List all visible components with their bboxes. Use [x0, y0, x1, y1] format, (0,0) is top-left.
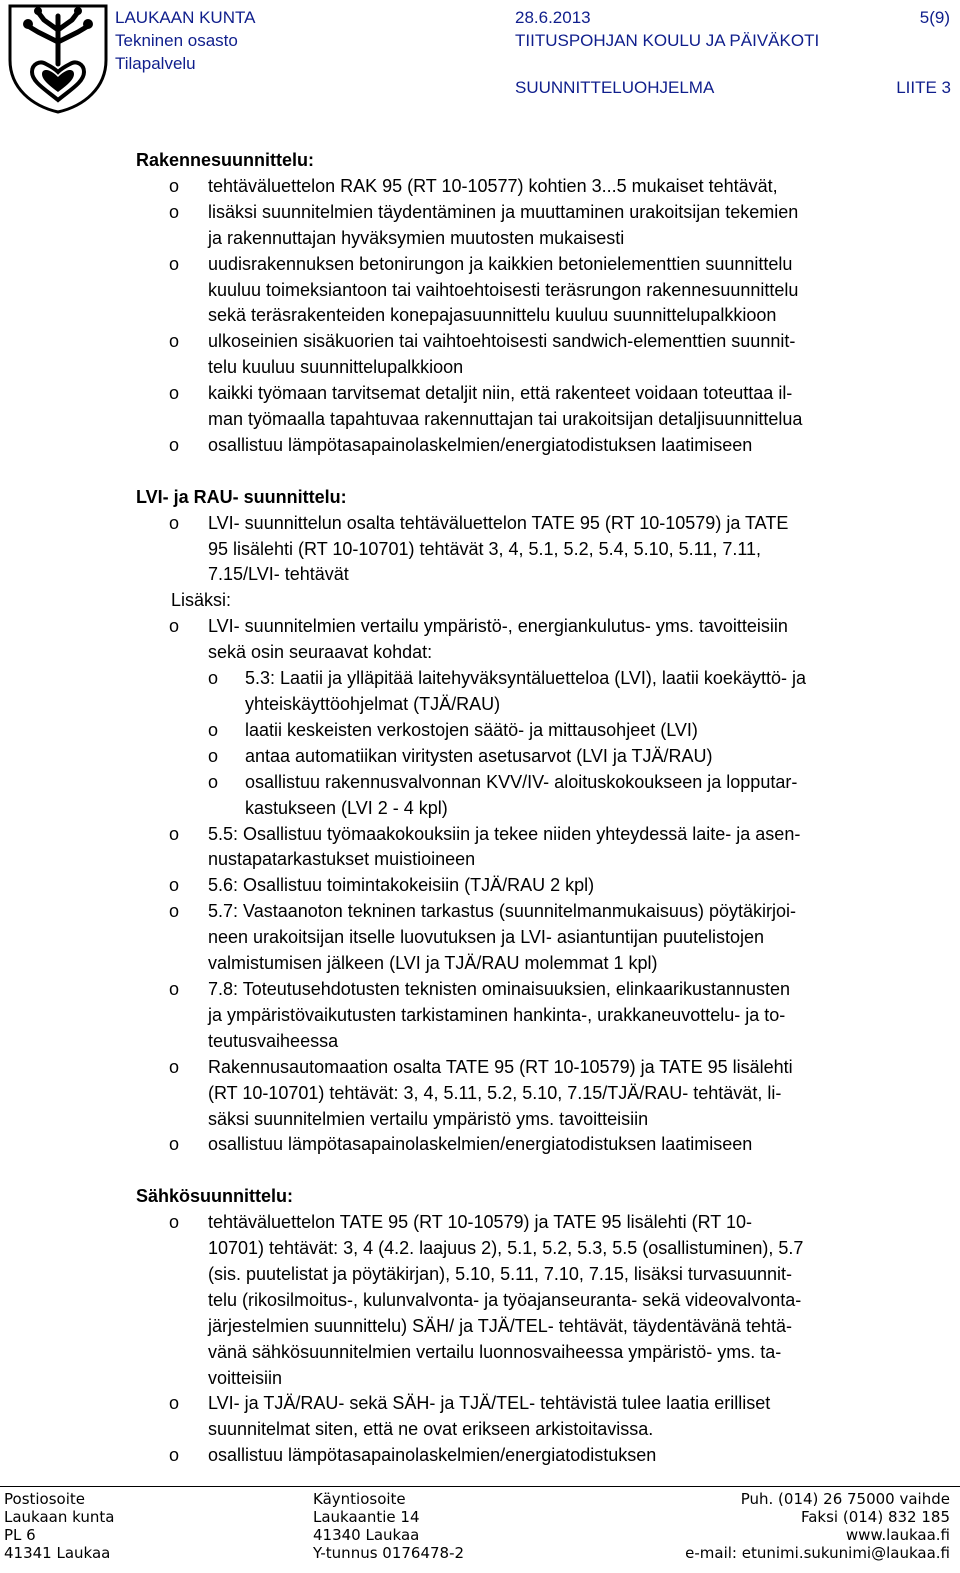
header-unit: Tilapalvelu — [115, 54, 196, 73]
list-item: o tehtäväluettelon TATE 95 (RT 10-10579) ja TATE 95 lisälehti (RT 10- 10701) tehtävät: 3, 4 (4.2. laajuus 2), 5.1, 5.2, 5.3, 5.5 (osallistuminen), 5.7 (sis. puutelistat ja pöytäkirjan), 5.10, 5.11, 7.10, 7.15, lisäksi turvasuunnit- telu (rikosilmoitus-, kulunvalvonta- ja työajanseuranta- sekä videovalvonta- järjestelmien suunnittelu) SÄH/ ja TJÄ/TEL- tehtävät, täydentävänä tehtä- vänä sähkösuunnitelmien vertailu luonnosvaiheessa ympäristö- yms. ta- voitteisiin — [136, 1210, 951, 1391]
footer-fax: Faksi (014) 832 185 — [800, 1507, 950, 1526]
footer-postal-address: Postiosoite Laukaan kunta PL 6 41341 Laukaa — [4, 1490, 115, 1562]
sub-list-item: o osallistuu rakennusvalvonnan KVV/IV- aloituskokoukseen ja lopputar- kastukseen (LVI 2 - 4 kpl) — [208, 770, 951, 822]
header-org-block — [115, 6, 255, 75]
footer-visiting-address: Käyntiosoite Laukaantie 14 41340 Laukaa Y-tunnus 0176478-2 — [313, 1490, 465, 1562]
footer-email-link[interactable]: e-mail: etunimi.sukunimi@laukaa.fi — [685, 1543, 950, 1562]
list-item: o osallistuu lämpötasapainolaskelmien/energiatodistuksen — [136, 1443, 951, 1469]
laukaa-coat-of-arms-icon — [4, 2, 112, 114]
list-item: o LVI- suunnittelun osalta tehtäväluettelon TATE 95 (RT 10-10579) ja TATE 95 lisälehti (RT 10-10701) tehtävät 3, 4, 5.1, 5.2, 5.4, 5.10, 5.11, 7.11, 7.15/LVI- tehtävät — [136, 511, 951, 589]
list-item: o osallistuu lämpötasapainolaskelmien/energiatodistuksen laatimiseen — [136, 433, 951, 459]
section-title-sahkosuunnittelu: Sähkösuunnittelu: — [136, 1186, 293, 1207]
header-doc-type-row — [515, 76, 951, 99]
section-title-lvi-rau: LVI- ja RAU- suunnittelu: — [136, 486, 347, 507]
sub-list-item: o antaa automatiikan viritysten asetusarvot (LVI ja TJÄ/RAU) — [208, 744, 951, 770]
list-item: o LVI- suunnitelmien vertailu ympäristö-, energiankulutus- yms. tavoitteisiin sekä osin seuraavat kohdat: o 5.3: Laatii ja ylläpitää laitehyväksyntäluetteloa (LVI), laatii koekäyttö- ja yhteiskäyttöohjelmat (TJÄ/RAU) o laatii keskeisten verkostojen säätö- ja mittausohjeet (LVI) o antaa automatiikan viritysten asetusarvot (LVI ja TJÄ/RAU) o osallistuu rakennusvalvonnan KVV/IV- aloituskokoukseen ja lopputar- kastukseen (LVI 2 - 4 kpl) — [136, 614, 951, 821]
header-department: Tekninen osasto — [115, 31, 238, 50]
rak-list — [136, 174, 951, 459]
list-item: o ulkoseinien sisäkuorien tai vaihtoehtoisesti sandwich-elementtien suunnit- telu kuuluu suunnittelupalkkioon — [136, 329, 951, 381]
header-page-number: 5(9) — [919, 8, 950, 27]
list-item: o 5.7: Vastaanoton tekninen tarkastus (suunnitelmanmukaisuus) pöytäkirjoi- neen urakoitsijan itselle luovutuksen ja LVI- asiantuntijan puutelistojen valmistumisen jälkeen (LVI ja TJÄ/RAU molemmat 1 kpl) — [136, 899, 951, 977]
sub-list-item: o 5.3: Laatii ja ylläpitää laitehyväksyntäluetteloa (LVI), laatii koekäyttö- ja yhteiskäyttöohjelmat (TJÄ/RAU) — [208, 666, 951, 718]
list-item: o kaikki työmaan tarvitsemat detaljit niin, että rakenteet voidaan toteuttaa il- man työmaalla tapahtuvaa rakennuttajan tai urakoitsijan detaljisuunnittelua — [136, 381, 951, 433]
header-doc-type: SUUNNITTELUOHJELMA — [515, 78, 715, 97]
lvi-sub-list — [208, 666, 951, 821]
sah-list — [136, 1210, 951, 1469]
list-item: o tehtäväluettelon RAK 95 (RT 10-10577) kohtien 3...5 mukaiset tehtävät, — [136, 174, 951, 200]
header-project: TIITUSPOHJAN KOULU JA PÄIVÄKOTI — [515, 31, 820, 50]
list-item: o Rakennusautomaation osalta TATE 95 (RT 10-10579) ja TATE 95 lisälehti (RT 10-10701) tehtävät: 3, 4, 5.11, 5.2, 5.10, 7.15/TJÄ/RAU- tehtävät, li- säksi suunnitelmien vertailu ympäristö yms. tavoitteisiin — [136, 1055, 951, 1133]
list-item: o uudisrakennuksen betonirungon ja kaikkien betonielementtien suunnittelu kuuluu toimeksiantoon tai vaihtoehtoisesti teräsrungon rakennesuunnittelu sekä teräsrakenteiden konepajasuunnittelu kuuluu suunnittelupalkkioon — [136, 252, 951, 330]
footer-contact — [685, 1491, 950, 1563]
document-body — [136, 148, 951, 1469]
lvi-lisaksi-label: Lisäksi: — [171, 590, 232, 611]
list-item: o lisäksi suunnitelmien täydentäminen ja muuttaminen urakoitsijan tekemien ja rakennuttajan hyväksymien muutosten mukaisesti — [136, 200, 951, 252]
header-org: LAUKAAN KUNTA — [115, 8, 256, 27]
footer-website-link[interactable]: www.laukaa.fi — [845, 1525, 950, 1544]
list-item: o 7.8: Toteutusehdotusten teknisten ominaisuuksien, elinkaarikustannusten ja ympäristövaikutusten tarkistaminen hankinta-, urakkaneuvottelu- ja to- teutusvaiheessa — [136, 977, 951, 1055]
header-date: 28.6.2013 — [515, 8, 591, 27]
footer-divider — [0, 1486, 960, 1487]
list-item: o 5.5: Osallistuu työmaakokouksiin ja tekee niiden yhteydessä laite- ja asen- nustapatarkastukset muistioineen — [136, 822, 951, 874]
sub-list-item: o laatii keskeisten verkostojen säätö- ja mittausohjeet (LVI) — [208, 718, 951, 744]
list-item: o 5.6: Osallistuu toimintakokeisiin (TJÄ/RAU 2 kpl) — [136, 873, 951, 899]
footer-phone: Puh. (014) 26 75000 vaihde — [740, 1490, 950, 1508]
list-item: o osallistuu lämpötasapainolaskelmien/energiatodistuksen laatimiseen — [136, 1132, 951, 1158]
lvi-list-a — [136, 511, 951, 589]
header-appendix: LIITE 3 — [896, 78, 951, 97]
lvi-list-b — [136, 614, 951, 1158]
header-doc-block — [515, 6, 819, 52]
section-title-rakennesuunnittelu: Rakennesuunnittelu: — [136, 150, 315, 170]
list-item: o LVI- ja TJÄ/RAU- sekä SÄH- ja TJÄ/TEL- tehtävistä tulee laatia erilliset suunnitelmat siten, että ne ovat erikseen arkistoitavissa. — [136, 1391, 951, 1443]
